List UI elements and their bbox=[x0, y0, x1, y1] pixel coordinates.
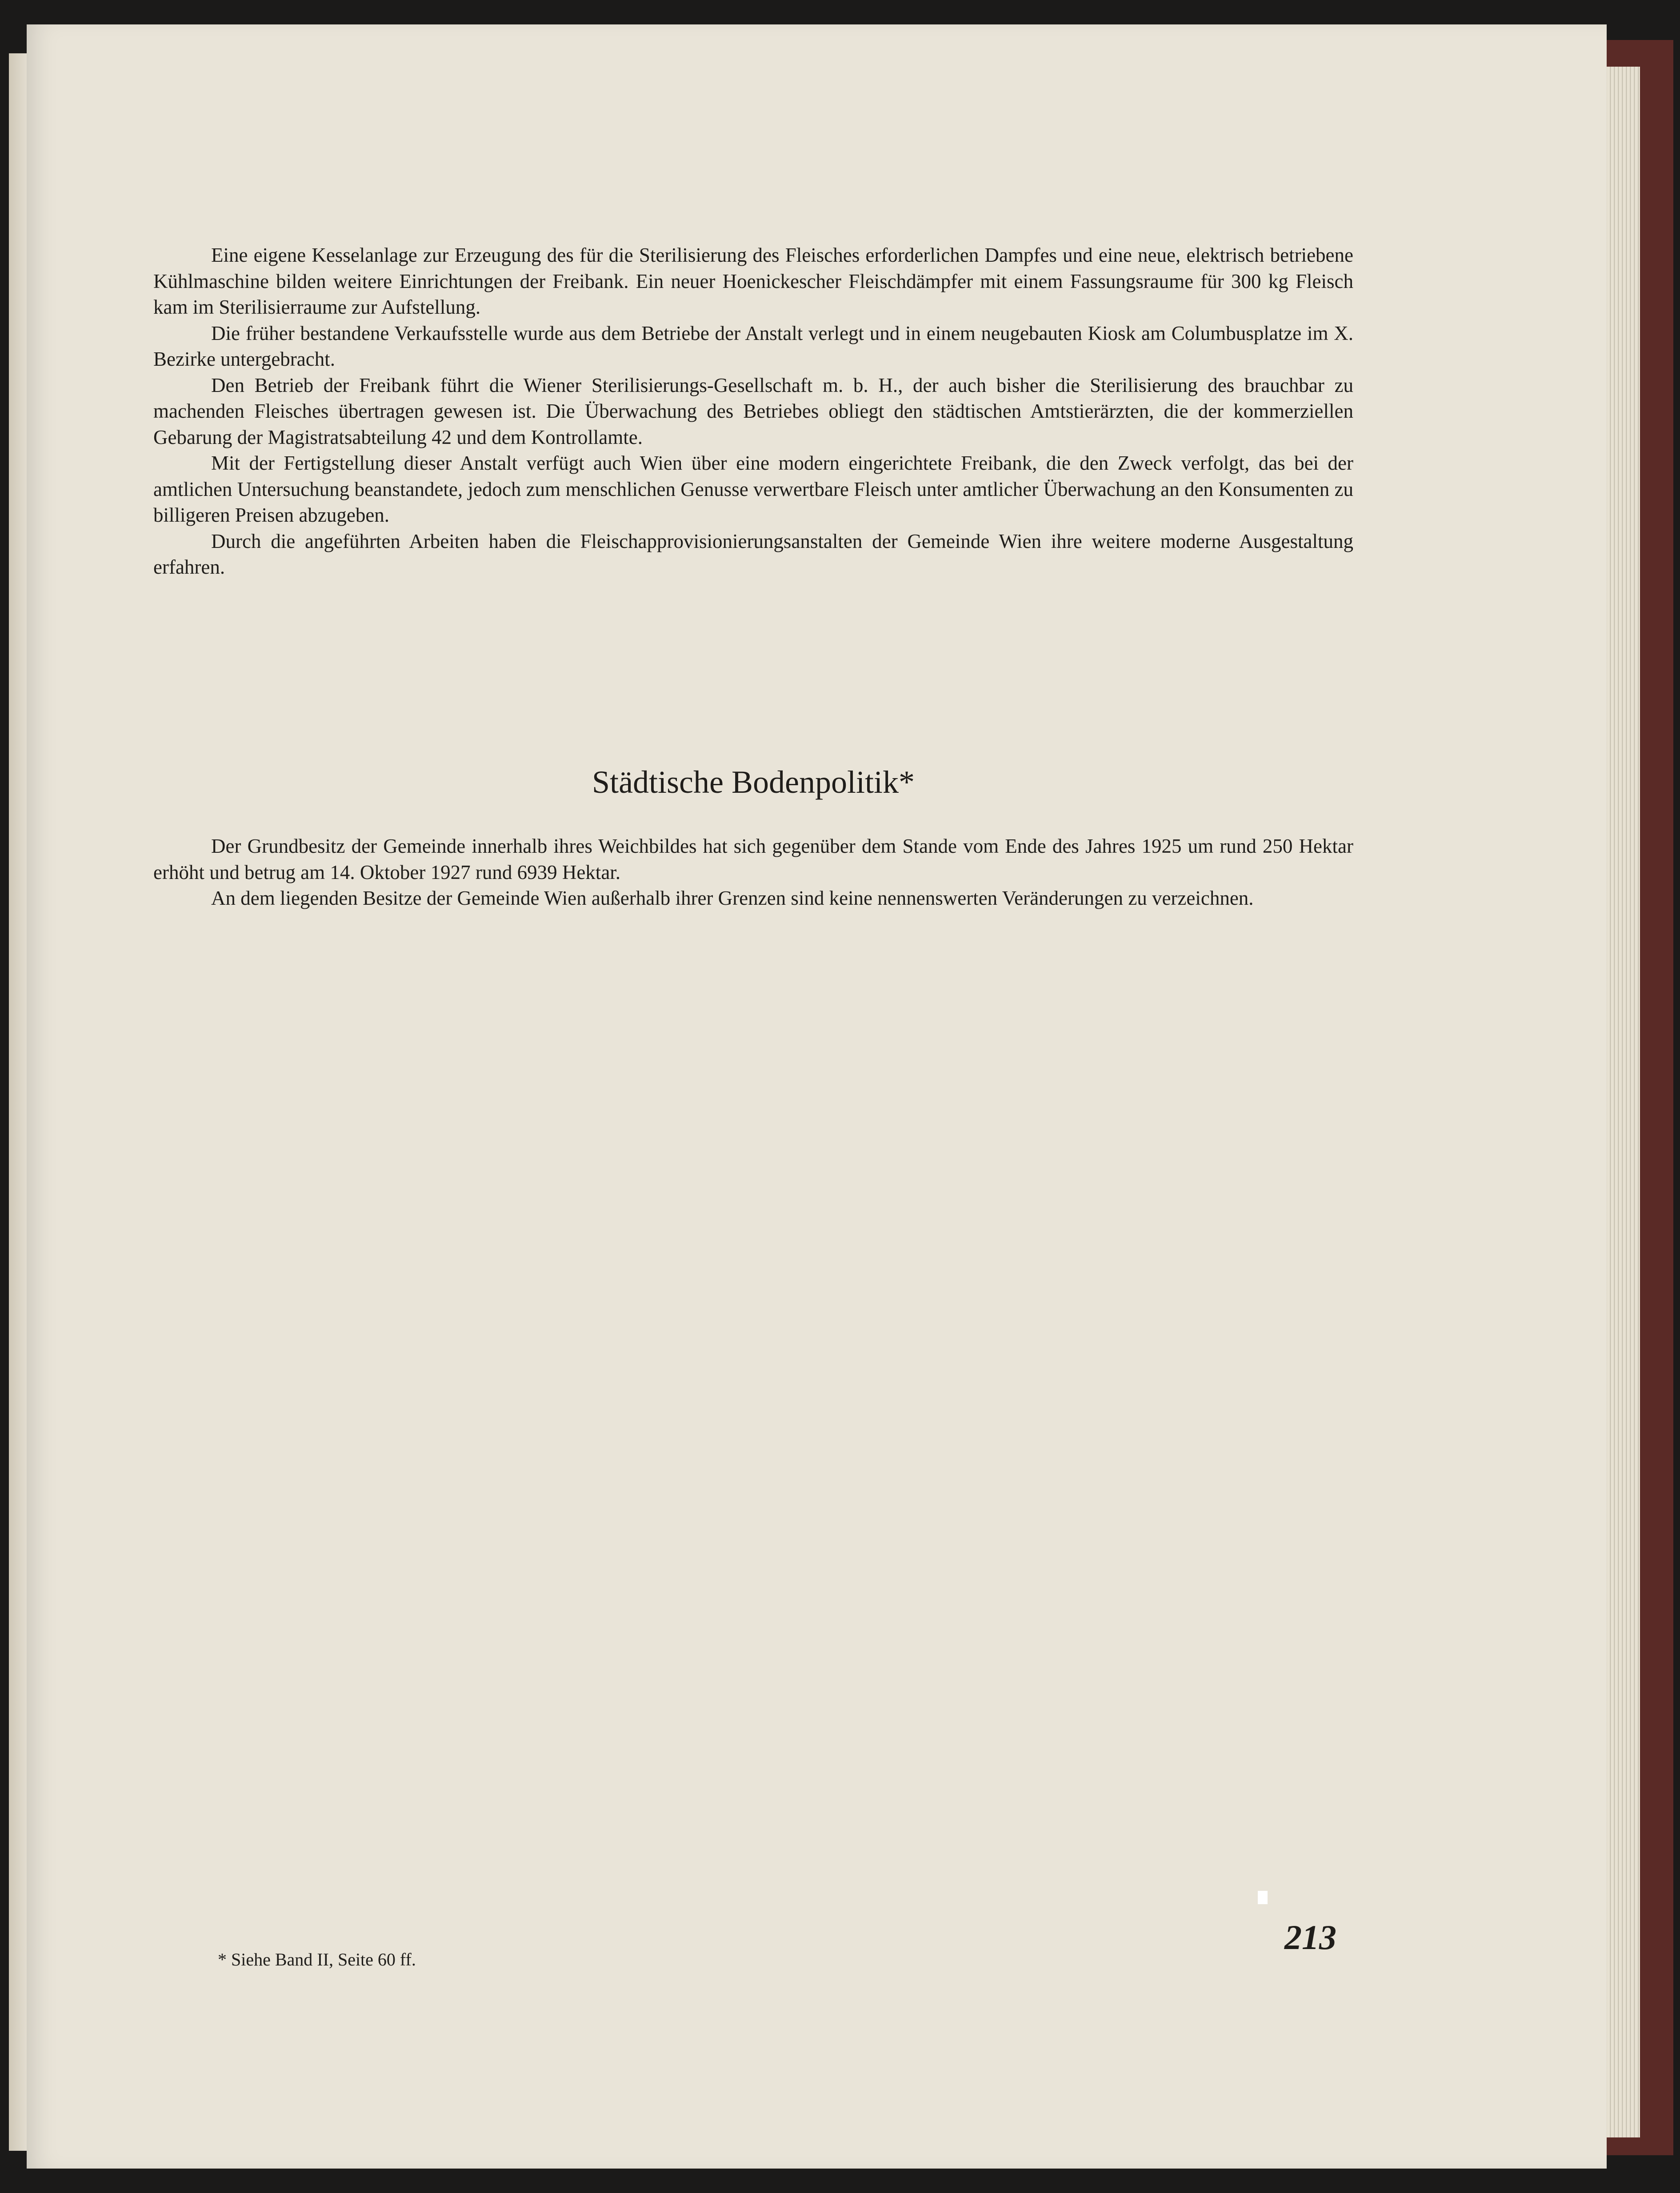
section-text bbox=[153, 833, 1353, 911]
paragraph: Mit der Fertigstellung dieser Anstalt verfügt auch Wien über eine modern eingerichtete Freibank, die den Zweck verfolgt, das bei der amtlichen Untersuchung beanstandete, jedoch zum menschlichen Genusse verwertbare Fleisch unter amtlicher Überwachung an den Konsumenten zu billigeren Preisen abzugeben. bbox=[153, 452, 1353, 526]
paragraph: Durch die angeführten Arbeiten haben die Fleischapprovisionierungsanstalten der Gemeinde Wien ihre weitere moderne Ausgestaltung erfahren. bbox=[153, 530, 1353, 578]
paragraph: Der Grundbesitz der Gemeinde innerhalb ihres Weichbildes hat sich gegenüber dem Stande vom Ende des Jahres 1925 um rund 250 Hektar erhöht und betrug am 14. Oktober 1927 rund 6939 Hektar. bbox=[153, 835, 1353, 883]
section-heading: Städtische Bodenpolitik* bbox=[592, 764, 915, 800]
paragraph: An dem liegenden Besitze der Gemeinde Wien außerhalb ihrer Grenzen sind keine nennenswerten Veränderungen zu verzeichnen. bbox=[211, 887, 1254, 909]
body-text bbox=[153, 242, 1353, 580]
scan-mark bbox=[1258, 1891, 1268, 1904]
book-page bbox=[27, 24, 1607, 2169]
footnote: * Siehe Band II, Seite 60 ff. bbox=[218, 1949, 416, 1969]
paragraph: Den Betrieb der Freibank führt die Wiener Sterilisierungs-Gesellschaft m. b. H., der auch bisher die Sterilisierung des brauchbar zu machenden Fleisches übertragen gewesen ist. Die Überwachung des Betriebes obliegt den städtischen Amtstierärzten, die der kommerziellen Gebarung der Magistratsabteilung 42 und dem Kontrollamte. bbox=[153, 374, 1353, 448]
page-number: 213 bbox=[1284, 1918, 1336, 1957]
paragraph: Die früher bestandene Verkaufsstelle wurde aus dem Betriebe der Anstalt verlegt und in einem neugebauten Kiosk am Columbusplatze im X. Bezirke untergebracht. bbox=[153, 322, 1353, 370]
paragraph: Eine eigene Kesselanlage zur Erzeugung des für die Sterilisierung des Fleisches erforderlichen Dampfes und eine neue, elektrisch betriebene Kühlmaschine bilden weitere Einrichtungen der Freibank. Ein neuer Hoenickescher Fleischdämpfer mit einem Fassungsraume für 300 kg Fleisch kam im Sterilisierraume zur Aufstellung. bbox=[153, 244, 1353, 318]
